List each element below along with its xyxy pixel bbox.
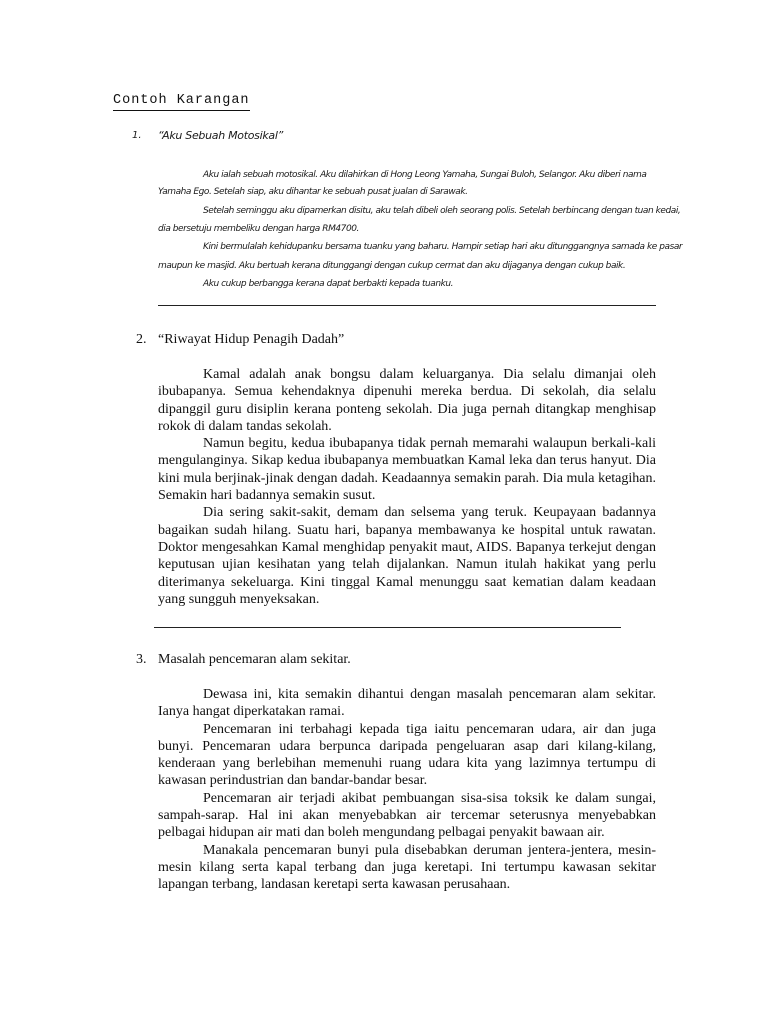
document-title: Contoh Karangan: [113, 93, 250, 111]
section-2-number: 2.: [136, 332, 147, 347]
paragraph: Pencemaran air terjadi akibat pembuangan sisa-sisa toksik ke dalam sungai, sampah-sarap. Hal ini akan menyebabkan air tercemar seterusnya menyebabkan pelbagai hidupan air mati dan boleh mengundang pelbagai penyakit bawaan air.: [158, 790, 656, 841]
section-3-number: 3.: [136, 652, 147, 667]
section-3-body: [158, 686, 656, 894]
paragraph: Namun begitu, kedua ibubapanya tidak pernah memarahi walaupun berkali-kali mengulanginya. Sikap kedua ibubapanya membuatkan Kamal leka dan terus hanyut. Dia kini mula berjinak-jinak dengan dadah. Keadaannya semakin parah. Dia mula ketagihan. Semakin hari badannya semakin susut.: [158, 436, 656, 504]
paragraph: Dewasa ini, kita semakin dihantui dengan masalah pencemaran alam sekitar. Ianya hangat diperkatakan ramai.: [158, 687, 656, 720]
handwritten-line: Yamaha Ego. Setelah siap, aku dihantar ke sebuah pusat jualan di Sarawak.: [158, 187, 468, 197]
section-2-title: “Riwayat Hidup Penagih Dadah”: [158, 332, 345, 347]
paragraph: Kamal adalah anak bongsu dalam keluarganya. Dia selalu dimanjai oleh ibubapanya. Semua kehendaknya dipenuhi mereka berdua. Di sekolah, dia selalu dipanggil guru disiplin kerana ponteng sekolah. Dia juga pernah ditangkap menghisap rokok di dalam tandas sekolah.: [158, 367, 656, 434]
handwritten-line: Aku ialah sebuah motosikal. Aku dilahirkan di Hong Leong Yamaha, Sungai Buloh, Selangor. Aku diberi nama: [203, 170, 647, 180]
paragraph: Manakala pencemaran bunyi pula disebabkan deruman jentera-jentera, mesin-mesin kilang serta kapal terbang dan juga keretapi. Ini tertumpu kawasan sekitar lapangan terbang, landasan keretapi serta kawasan perusahaan.: [158, 842, 656, 893]
section-divider: [154, 627, 621, 628]
handwritten-line: maupun ke masjid. Aku bertuah kerana ditunggangi dengan cukup cermat dan aku dijaganya dengan cukup baik.: [158, 261, 626, 271]
section-divider: [158, 305, 656, 306]
section-3-title: Masalah pencemaran alam sekitar.: [158, 652, 351, 667]
section-1-title: “Aku Sebuah Motosikal”: [158, 129, 283, 142]
paragraph: Dia sering sakit-sakit, demam dan selsema yang teruk. Keupayaan badannya bagaikan sudah hilang. Suatu hari, bapanya membawanya ke hospital untuk rawatan. Doktor mengesahkan Kamal menghidap penyakit maut, AIDS. Bapanya terkejut dengan keputusan ujian kesihatan yang telah dijalankan. Namun itulah hakikat yang perlu diterimanya sekeluarga. Kini tinggal Kamal menunggu saat kematian dalam keadaan yang sungguh menyeksakan.: [158, 505, 656, 607]
handwritten-line: dia bersetuju membeliku dengan harga RM4700.: [158, 224, 359, 234]
section-2-body: [158, 366, 656, 608]
handwritten-line: Kini bermulalah kehidupanku bersama tuanku yang baharu. Hampir setiap hari aku ditunggangnya samada ke pasar: [203, 242, 683, 252]
paragraph: Pencemaran ini terbahagi kepada tiga iaitu pencemaran udara, air dan juga bunyi. Pencemaran udara berpunca daripada pengeluaran asap dari kilang-kilang, kenderaan yang berlebihan memenuhi ruang udara kita yang lazimnya tertumpu di kawasan perindustrian dan bandar-bandar besar.: [158, 721, 656, 789]
handwritten-line: Setelah seminggu aku dipamerkan disitu, aku telah dibeli oleh seorang polis. Setelah berbincang dengan tuan kedai,: [203, 206, 681, 216]
section-1-number: 1.: [132, 130, 142, 141]
handwritten-line: Aku cukup berbangga kerana dapat berbakti kepada tuanku.: [203, 279, 454, 289]
